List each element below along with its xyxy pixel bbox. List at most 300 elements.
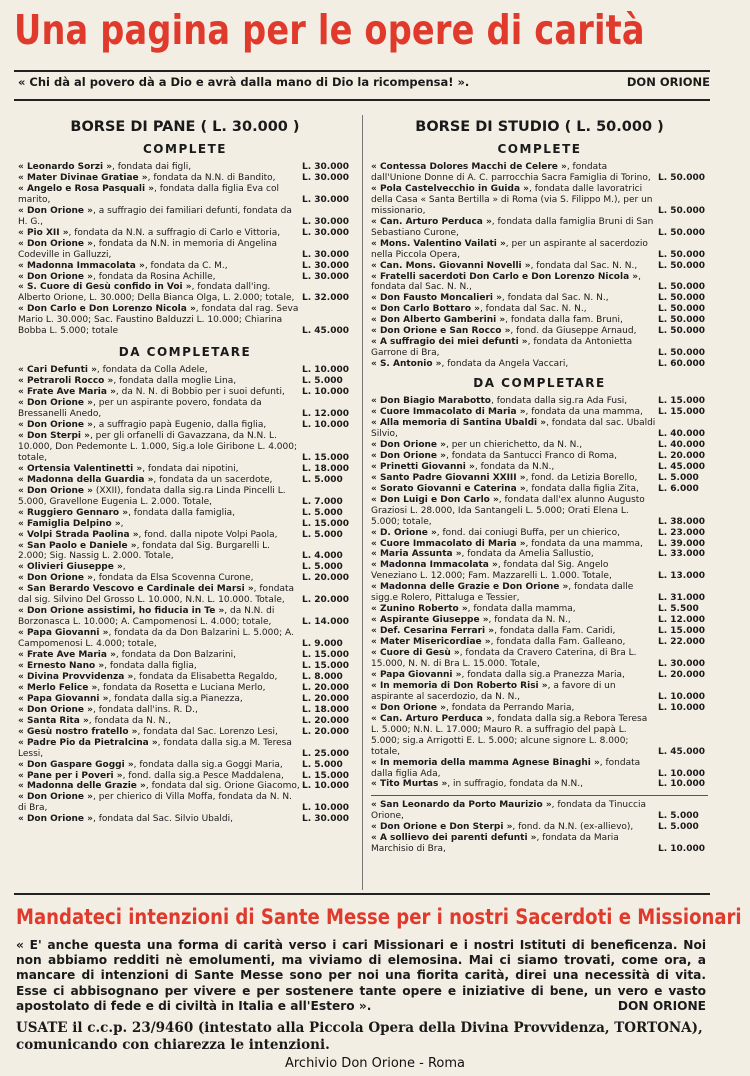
fund-name: « Merlo Felice » xyxy=(18,682,98,693)
fund-amount: L. 20.000 xyxy=(302,573,350,584)
fund-name: « A suffragio dei miei defunti » xyxy=(371,337,528,348)
fund-name: « Don Biagio Marabotto xyxy=(371,396,491,407)
fund-entry xyxy=(18,475,352,486)
fund-description: , fondata dall'ex alunno Augusto Graziosi L. 28.000, Ida Santangeli L. 5.000; Orati Elena L. 5.000; totale, xyxy=(371,494,645,527)
fund-description: , fondata dalle sigg.e Rolero, Pittaluga e Tessier, xyxy=(371,582,634,604)
fund-entry xyxy=(371,315,708,326)
fund-name: « Def. Cesarina Ferrari » xyxy=(371,626,495,637)
fund-description: , fondata da Tinuccia Orione, xyxy=(371,800,647,822)
fund-entry xyxy=(371,396,708,407)
fund-entry xyxy=(18,738,352,760)
fund-description: , fond. da Letizia Borello, xyxy=(525,472,638,483)
fund-description: , fondata da Rosina Achille, xyxy=(92,271,216,282)
fund-amount: L. 20.000 xyxy=(658,669,706,680)
fund-description: , per gli orfanelli di Gavazzana, da N.N. L. 10.000, Don Pedemonte L. 1.000, Sig.a Iole Giribone L. 4.000; totale, xyxy=(18,430,297,463)
fund-name: « Volpi Strada Paolina » xyxy=(18,529,139,540)
fund-amount: L. 20.000 xyxy=(302,682,350,693)
fund-description: , fondata dal rag. Seva Mario L. 30.000; Sac. Faustino Balduzzi L. 10.000; Chiarina Bobba L. 5.000; totale xyxy=(18,304,299,337)
fund-description: , per un aspirante al sacerdozio nella Piccola Opera, xyxy=(371,238,648,260)
fund-name: « Mons. Valentino Vailati » xyxy=(371,238,506,249)
fund-amount: L. 8.000 xyxy=(302,671,343,682)
fund-entry xyxy=(371,626,708,637)
fund-description: , fondata dalla figlia Eva col marito, xyxy=(18,183,279,205)
fund-name: « Don Orione » xyxy=(18,398,93,409)
fund-entry xyxy=(371,714,708,758)
fund-name: « S. Cuore di Gesù confido in Voi » xyxy=(18,282,192,293)
fund-entry xyxy=(371,440,708,451)
fund-name: « Tito Murtas » xyxy=(371,779,448,790)
fund-entry xyxy=(371,451,708,462)
fund-amount: L. 60.000 xyxy=(658,359,706,370)
fund-name: « Don Orione » xyxy=(18,792,93,803)
fund-description: , fond. da Giuseppe Arnaud, xyxy=(510,326,637,337)
fund-entry xyxy=(18,694,352,705)
fund-entry xyxy=(371,462,708,473)
fund-entry xyxy=(371,528,708,539)
bottom-rule xyxy=(14,893,710,895)
fund-name: « San Berardo Vescovo e Cardinale dei Marsi » xyxy=(18,584,254,595)
fund-entry xyxy=(18,541,352,563)
fund-amount: L. 50.000 xyxy=(658,172,706,183)
left-section-title: BORSE DI PANE ( L. 30.000 ) xyxy=(70,119,300,135)
fund-description: , fond. da N.N. (ex-allievo), xyxy=(512,822,634,833)
fund-entry xyxy=(18,530,352,541)
postal-account-note: USATE il c.c.p. 23/9460 (intestato alla Piccola Opera della Divina Provvidenza, TORTONA), comunicando con chiarezza le intenzioni. xyxy=(16,1020,703,1053)
fund-name: « San Leonardo da Porto Maurizio » xyxy=(371,800,552,811)
fund-entry xyxy=(371,162,708,184)
fund-amount: L. 10.000 xyxy=(302,420,350,431)
fund-name: « S. Antonio » xyxy=(371,359,442,370)
fund-entry xyxy=(18,705,352,716)
fund-entry xyxy=(371,539,708,550)
fund-entry xyxy=(18,398,352,420)
fund-amount: L. 32.000 xyxy=(302,293,350,304)
fund-entry xyxy=(18,628,352,650)
fund-entry xyxy=(18,672,352,683)
fund-name: « Ruggiero Gennaro » xyxy=(18,507,129,518)
fund-name: « Aspirante Giuseppe » xyxy=(371,615,489,626)
fund-name: « Don Orione » xyxy=(18,205,93,216)
fund-description: , fond. dalla nipote Volpi Paola, xyxy=(138,529,278,540)
fund-amount: L. 20.000 xyxy=(302,715,350,726)
fund-name: « Cari Defunti » xyxy=(18,365,97,376)
fund-entry xyxy=(18,814,352,825)
fund-name: « Don Gaspare Goggi » xyxy=(18,759,134,770)
fund-entry xyxy=(371,549,708,560)
fund-description: , fondata dall'Unione Donne di A. C. parrocchia Sacra Famiglia di Torino, xyxy=(371,162,651,183)
fund-name: « Papa Giovanni » xyxy=(371,669,462,680)
fund-amount: L. 50.000 xyxy=(658,293,706,304)
fund-amount: L. 50.000 xyxy=(658,282,706,293)
fund-entry xyxy=(371,359,708,370)
fund-entry xyxy=(18,760,352,771)
fund-description: , fondata da C. M., xyxy=(144,260,228,271)
fund-description: , fondata da Elisabetta Regaldo, xyxy=(133,671,278,682)
fund-entry xyxy=(18,464,352,475)
fund-description: , in suffragio, fondata da N.N., xyxy=(447,779,583,790)
fund-description: , fondata dai nipotini, xyxy=(142,463,239,474)
fund-description: , fondata dalla sig.ra Ada Fusi, xyxy=(490,396,628,407)
fund-name: « Alla memoria di Santina Ubaldi » xyxy=(371,418,547,429)
fund-description: , fondata dalla sig.a Goggi Maria, xyxy=(133,759,283,770)
fund-entry xyxy=(18,431,352,464)
fund-entry xyxy=(18,420,352,431)
fund-entry xyxy=(18,261,352,272)
left-todo-list xyxy=(18,365,352,825)
fund-entry xyxy=(371,833,708,855)
fund-amount: L. 15.000 xyxy=(302,660,350,671)
fund-amount: L. 30.000 xyxy=(302,271,350,282)
right-complete-heading: COMPLETE xyxy=(497,142,582,156)
fund-name: « Madonna delle Grazie e Don Orione » xyxy=(371,582,569,593)
fund-entry xyxy=(371,560,708,582)
fund-description: , fondata dalle lavoratrici della Casa « Santa Bertilla » di Roma (via S. Filippo M.), per un missionario, xyxy=(371,183,653,216)
fund-entry xyxy=(371,484,708,495)
fund-entry xyxy=(371,758,708,780)
fund-entry xyxy=(18,272,352,283)
fund-entry xyxy=(18,661,352,672)
fund-description: , fondata da N. N., xyxy=(88,715,171,726)
fund-name: « Divina Provvidenza » xyxy=(18,671,134,682)
fund-description: , fondata da Elsa Scovenna Curone, xyxy=(92,573,254,584)
fund-description: , fondata dall'ing. Alberto Orione, L. 30.000; Della Bianca Olga, L. 2.000; totale, xyxy=(18,282,295,304)
fund-amount: L. 15.000 xyxy=(302,770,350,781)
fund-name: « A sollievo dei parenti defunti » xyxy=(371,833,537,844)
fund-amount: L. 10.000 xyxy=(658,768,706,779)
fund-name: « Don Orione » xyxy=(18,573,93,584)
fund-amount: L. 10.000 xyxy=(658,844,706,855)
fund-entry xyxy=(18,606,352,628)
fund-amount: L. 30.000 xyxy=(302,194,350,205)
fund-description: , fondata da un sacerdote, xyxy=(153,474,273,485)
fund-description: , fondata da Maria Marchisio di Bra, xyxy=(371,833,619,855)
fund-amount: L. 30.000 xyxy=(302,249,350,260)
fund-amount: L. 23.000 xyxy=(658,527,706,538)
fund-description: , fondata da una mamma, xyxy=(525,538,643,549)
fund-entry xyxy=(371,800,708,822)
appeal-signature: DON ORIONE xyxy=(617,998,706,1013)
right-divider xyxy=(371,795,708,796)
fund-name: « Petraroli Rocco » xyxy=(18,376,114,387)
fund-entry xyxy=(18,387,352,398)
fund-entry xyxy=(371,217,708,239)
fund-entry xyxy=(18,716,352,727)
fund-name: « Don Carlo Bottaro » xyxy=(371,304,480,315)
fund-name: « Fratelli sacerdoti Don Carlo e Don Lorenzo Nicola » xyxy=(371,271,639,282)
fund-amount: L. 5.000 xyxy=(658,811,699,822)
fund-entry xyxy=(371,261,708,272)
fund-description: , fondata dal Sac. Silvio Ubaldi, xyxy=(92,814,233,825)
fund-entry xyxy=(371,495,708,528)
fund-name: « Frate Ave Maria » xyxy=(18,387,116,398)
fund-description: , fondata da N.N., xyxy=(474,461,555,472)
fund-name: « Cuore Immacolato di Maria » xyxy=(371,407,526,418)
fund-description: , xyxy=(122,562,126,573)
fund-entry xyxy=(371,703,708,714)
fund-name: « Don Alberto Gamberini » xyxy=(371,315,506,326)
fund-amount: L. 45.000 xyxy=(658,746,706,757)
fund-entry xyxy=(18,727,352,738)
fund-description: , fondata da N.N. in memoria di Angelina Codeville in Galluzzi, xyxy=(18,238,277,260)
left-complete-heading: COMPLETE xyxy=(143,142,227,156)
quote-signature: DON ORIONE xyxy=(626,75,710,89)
fund-description: , fondata dal sig. Orione Giacomo, xyxy=(145,781,300,792)
fund-entry xyxy=(18,650,352,661)
fund-name: « Gesù nostro fratello » xyxy=(18,726,138,737)
fund-entry xyxy=(18,304,352,337)
fund-name: « Angelo e Rosa Pasquali » xyxy=(18,183,155,194)
fund-amount: L. 50.000 xyxy=(658,348,706,359)
fund-name: « In memoria di Don Roberto Risi » xyxy=(371,680,548,691)
right-todo-list xyxy=(371,396,708,790)
fund-name: « Cuore Immacolato di Maria » xyxy=(371,538,526,549)
fund-name: « Pio XII » xyxy=(18,227,69,238)
fund-name: « Papa Giovanni » xyxy=(18,693,109,704)
fund-description: , fondata da Rosetta e Luciana Merlo, xyxy=(97,682,266,693)
fund-amount: L. 50.000 xyxy=(658,326,706,337)
fund-entry xyxy=(18,486,352,508)
fund-name: « Don Luigi e Don Carlo » xyxy=(371,494,499,505)
fund-description: , fond. dai coniugi Buffa, per un chierico, xyxy=(436,527,620,538)
fund-name: « Mater Divinae Gratiae » xyxy=(18,172,148,183)
fund-amount: L. 13.000 xyxy=(658,571,706,582)
fund-entry xyxy=(18,562,352,573)
fund-description: , da N. N. di Bobbio per i suoi defunti, xyxy=(115,387,285,398)
fund-name: « Don Orione » xyxy=(18,238,93,249)
fund-name: « Can. Mons. Giovanni Novelli » xyxy=(371,260,531,271)
fund-name: « Prinetti Giovanni » xyxy=(371,461,475,472)
appeal-paragraph xyxy=(16,938,706,1014)
fund-entry xyxy=(18,206,352,228)
fund-entry xyxy=(18,584,352,606)
fund-description: (XXII), fondata dalla sig.ra Linda Pincelli L. 5.000, Gravellone Eugenia L. 2.000. Totale, xyxy=(18,485,286,507)
fund-amount: L. 39.000 xyxy=(658,538,706,549)
fund-amount: L. 33.000 xyxy=(658,549,706,560)
column-separator xyxy=(362,115,363,890)
fund-entry xyxy=(371,272,708,294)
fund-description: , fond. dalla sig.a Pesce Maddalena, xyxy=(122,770,284,781)
fund-description: , fondata dal sac. Ubaldi Silvio, xyxy=(371,418,656,439)
fund-name: « Famiglia Delpino » xyxy=(18,518,121,529)
appeal-text: « E' anche questa una forma di carità verso i cari Missionari e i nostri Istituti di beneficenza. Noi non abbiamo redditi nè emolumenti, ma viviamo di elemosina. Mai ci siamo trovati, come ora, a mancare di intenzioni di Sante Messe sono per noi una fiorita carità, direi una necessità di vita. Esse ci abbisognano per vivere e per sostenere tante opere e iniziative di bene, un vero e vasto apostolato di fede e di civiltà in Italia e all'Estero ». xyxy=(16,938,706,1013)
fund-amount: L. 5.500 xyxy=(658,604,699,615)
fund-description: , fondata dalla figlia Zita, xyxy=(525,483,639,494)
fund-description: , per un chierichetto, da N. N., xyxy=(445,439,583,450)
fund-description: , fondata da Colla Adele, xyxy=(96,365,208,376)
fund-entry xyxy=(371,779,708,790)
fund-amount: L. 15.000 xyxy=(658,396,706,407)
fund-entry xyxy=(371,648,708,670)
fund-name: « Cuore di Gesù » xyxy=(371,648,460,659)
archive-label: Archivio Don Orione - Roma xyxy=(284,1056,466,1071)
fund-amount: L. 5.000 xyxy=(302,529,343,540)
fund-entry xyxy=(371,239,708,261)
fund-amount: L. 5.000 xyxy=(302,507,343,518)
fund-name: « Pane per i Poveri » xyxy=(18,770,123,781)
fund-amount: L. 5.000 xyxy=(658,822,699,833)
fund-amount: L. 50.000 xyxy=(658,227,706,238)
fund-description: , fondata da N.N. a suffragio di Carlo e Vittoria, xyxy=(68,227,281,238)
fund-description: , fondata dalla famiglia Bruni di San Sebastiano Curone, xyxy=(371,216,654,238)
fund-description: , fondata da Perrando Maria, xyxy=(445,702,575,713)
fund-amount: L. 15.000 xyxy=(658,407,706,418)
fund-name: « Ernesto Nano » xyxy=(18,660,105,671)
fund-entry xyxy=(18,792,352,814)
fund-description: , fondata dalla sig.a M. Teresa Lessi, xyxy=(18,737,292,759)
fund-name: « Ortensia Valentinetti » xyxy=(18,463,143,474)
fund-amount: L. 10.000 xyxy=(302,365,350,376)
fund-description: , fondata dalla mamma, xyxy=(467,604,576,615)
fund-description: , fondata dal Sac. N. N., xyxy=(371,271,641,293)
fund-amount: L. 30.000 xyxy=(302,814,350,825)
fund-amount: L. 30.000 xyxy=(302,216,350,227)
fund-amount: L. 15.000 xyxy=(658,626,706,637)
fund-name: « D. Orione » xyxy=(371,527,437,538)
fund-description: , fondata da una mamma, xyxy=(525,407,643,418)
fund-name: « Don Orione » xyxy=(371,439,446,450)
fund-name: « In memoria della mamma Agnese Binaghi » xyxy=(371,757,600,768)
fund-name: « Sorato Giovanni e Caterina » xyxy=(371,483,526,494)
fund-amount: L. 5.000 xyxy=(302,759,343,770)
fund-name: « Olivieri Giuseppe » xyxy=(18,562,123,573)
fund-name: « Madonna Immacolata » xyxy=(18,260,145,271)
fund-amount: L. 30.000 xyxy=(302,162,350,172)
fund-description: , fondata da N. N., xyxy=(488,615,571,626)
fund-name: « San Paolo e Daniele » xyxy=(18,540,137,551)
fund-description: , fondata dal Sac. N. N., xyxy=(479,304,587,315)
fund-entry xyxy=(18,162,352,173)
fund-amount: L. 10.000 xyxy=(302,803,350,814)
fund-description: , fondata da Santucci Franco di Roma, xyxy=(445,450,618,461)
fund-description: , fondata da Don Balzarini, xyxy=(115,650,236,661)
fund-name: « Don Orione » xyxy=(371,702,446,713)
fund-description: , fondata dalla Fam. Caridi, xyxy=(494,626,616,637)
fund-entry xyxy=(371,473,708,484)
fund-entry xyxy=(18,573,352,584)
fund-entry xyxy=(371,407,708,418)
fund-name: « Don Orione e Don Sterpi » xyxy=(371,822,513,833)
fund-name: « Padre Pio da Pietralcina » xyxy=(18,737,158,748)
fund-amount: L. 14.000 xyxy=(302,617,350,628)
fund-name: « Don Orione » xyxy=(18,704,93,715)
fund-description: , fondata da Antonietta Garrone di Bra, xyxy=(371,337,633,359)
fund-name: « Don Sterpi » xyxy=(18,430,90,441)
fund-entry xyxy=(18,365,352,376)
right-column xyxy=(371,117,708,855)
fund-name: « Don Orione e San Rocco » xyxy=(371,326,511,337)
fund-entry xyxy=(371,604,708,615)
right-extra-list xyxy=(371,800,708,855)
fund-amount: L. 30.000 xyxy=(302,172,350,183)
fund-name: « Madonna della Guardia » xyxy=(18,474,154,485)
fund-amount: L. 50.000 xyxy=(658,249,706,260)
fund-name: « Zunino Roberto » xyxy=(371,604,468,615)
fund-name: « Papa Giovanni » xyxy=(18,628,109,639)
fund-amount: L. 15.000 xyxy=(302,518,350,529)
quote-rule xyxy=(14,99,710,101)
fund-description: , a favore di un aspirante al sacerdozio, da N. N., xyxy=(371,680,616,702)
fund-name: « Frate Ave Maria » xyxy=(18,650,116,661)
mass-intentions-banner: Mandateci intenzioni di Sante Messe per i nostri Sacerdoti e Missionari xyxy=(16,905,742,929)
right-section-title: BORSE DI STUDIO ( L. 50.000 ) xyxy=(415,119,664,135)
fund-name: « Don Orione » xyxy=(18,271,93,282)
fund-entry xyxy=(18,376,352,387)
fund-amount: L. 5.000 xyxy=(302,376,343,387)
fund-description: , fondata dalla figlia, xyxy=(104,660,197,671)
fund-amount: L. 10.000 xyxy=(302,781,350,792)
fund-name: « Leonardo Sorzi » xyxy=(18,162,113,172)
fund-entry xyxy=(18,228,352,239)
fund-description: , fondata dalla moglie Lina, xyxy=(113,376,237,387)
fund-amount: L. 40.000 xyxy=(658,428,706,439)
fund-entry xyxy=(18,239,352,261)
fund-entry xyxy=(18,173,352,184)
fund-name: « Madonna Immacolata » xyxy=(371,560,498,571)
fund-amount: L. 10.000 xyxy=(658,702,706,713)
fund-description: , fondata da Angela Vaccari, xyxy=(441,359,569,370)
right-todo-heading: DA COMPLETARE xyxy=(473,376,606,391)
fund-entry xyxy=(371,670,708,681)
left-complete-list xyxy=(18,162,352,337)
fund-entry xyxy=(371,293,708,304)
fund-name: « Santa Rita » xyxy=(18,715,89,726)
fund-amount: L. 6.000 xyxy=(658,483,699,494)
fund-description: , fondata dai figli, xyxy=(112,162,192,172)
fund-entry xyxy=(18,508,352,519)
fund-description: , fondata da Amelia Sallustio, xyxy=(461,549,594,560)
fund-amount: L. 10.000 xyxy=(658,779,706,790)
fund-description: , fondata dall'ins. R. D., xyxy=(92,704,198,715)
fund-amount: L. 50.000 xyxy=(658,205,706,216)
fund-entry xyxy=(371,681,708,703)
fund-amount: L. 20.000 xyxy=(302,595,350,606)
top-rule xyxy=(14,70,710,72)
fund-name: « Santo Padre Giovanni XXIII » xyxy=(371,472,526,483)
fund-description: , per chierico di Villa Moffa, fondata da N. N. di Bra, xyxy=(18,792,292,814)
fund-entry xyxy=(371,418,708,440)
fund-amount: L. 30.000 xyxy=(658,658,706,669)
fund-amount: L. 20.000 xyxy=(302,726,350,737)
fund-entry xyxy=(371,184,708,217)
fund-name: « Maria Assunta » xyxy=(371,549,462,560)
fund-description: , fondata dalla Fam. Galleano, xyxy=(490,637,626,648)
fund-amount: L. 7.000 xyxy=(302,496,343,507)
fund-entry xyxy=(18,781,352,792)
fund-description: , fondata dalla sig.a Rebora Teresa L. 5.000; N.N. L. 17.000; Mauro R. a suffragio del papà L. 5.000; sig.a Arrigotti E. L. 5.000; alcune signore L. 8.000; totale, xyxy=(371,713,648,757)
fund-description: , fondata dal Sig. Burgarelli L. 2.000; Sig. Nassig L. 2.000. Totale, xyxy=(18,540,270,562)
fund-amount: L. 30.000 xyxy=(302,227,350,238)
fund-name: « Don Orione » xyxy=(371,450,446,461)
fund-entry xyxy=(18,519,352,530)
quote-row xyxy=(18,75,710,89)
fund-description: , fondata dal sig. Silvino Del Grosso L. 10.000, N.N. L. 10.000. Totale, xyxy=(18,584,295,606)
fund-amount: L. 50.000 xyxy=(658,260,706,271)
fund-description: , fondata dalla fam. Bruni, xyxy=(505,315,623,326)
fund-amount: L. 12.000 xyxy=(302,409,350,420)
fund-entry xyxy=(371,822,708,833)
fund-name: « Can. Arturo Perduca » xyxy=(371,713,492,724)
left-todo-heading: DA COMPLETARE xyxy=(118,345,252,360)
fund-amount: L. 50.000 xyxy=(658,315,706,326)
fund-description: , fondata dalla figlia Ada, xyxy=(371,757,641,779)
fund-description: , a suffragio dei familiari defunti, fondata da H. G., xyxy=(18,205,292,227)
fund-amount: L. 5.000 xyxy=(658,472,699,483)
fund-amount: L. 25.000 xyxy=(302,748,350,759)
fund-amount: L. 15.000 xyxy=(302,452,350,463)
fund-amount: L. 45.000 xyxy=(302,326,350,337)
fund-entry xyxy=(18,184,352,206)
fund-amount: L. 40.000 xyxy=(658,439,706,450)
